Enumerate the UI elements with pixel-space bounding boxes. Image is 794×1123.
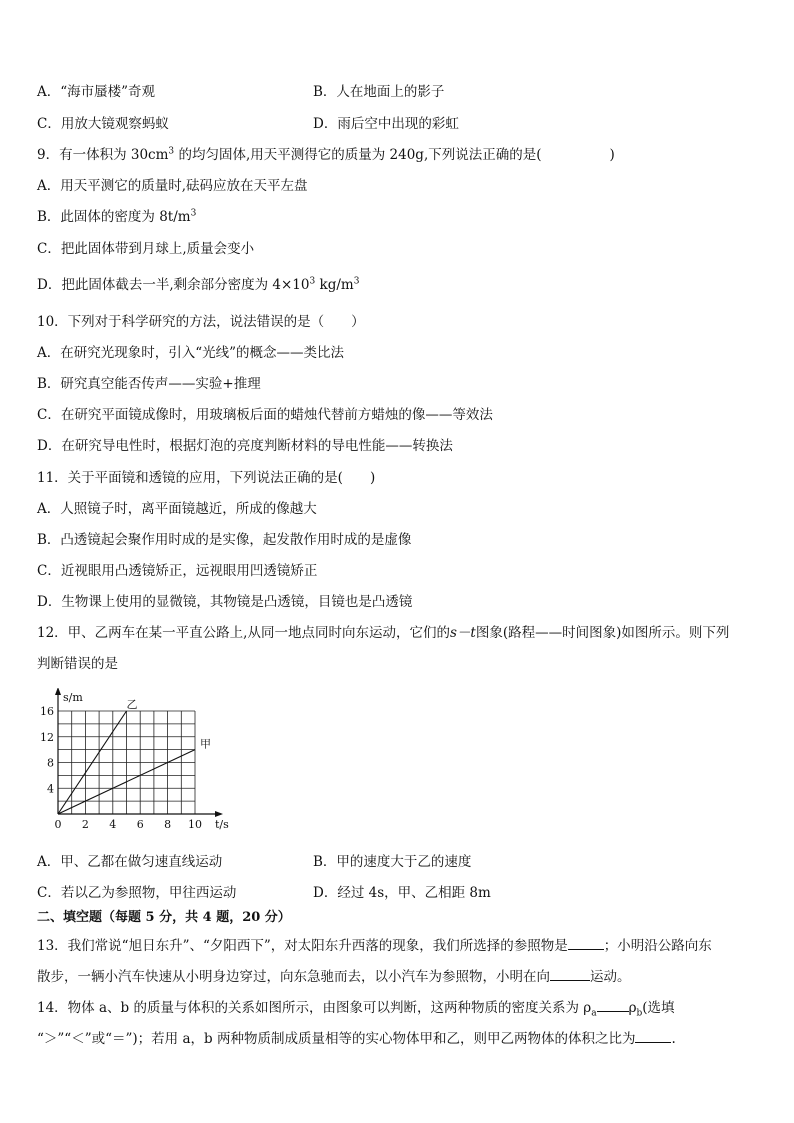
q12-option-c: C．若以乙为参照物，甲往西运动 xyxy=(37,885,237,901)
x-tick-label: 10 xyxy=(188,818,202,831)
series-label-1: 甲 xyxy=(200,737,211,751)
x-tick-label: 2 xyxy=(81,818,89,831)
graph-lines xyxy=(58,698,211,814)
x-tick-label: 8 xyxy=(164,818,172,831)
y-tick-label: 8 xyxy=(47,756,54,770)
q9-stem: 9．有一体积为 $30cm^3$ 的均匀固体,用天平测得它的质量为 240g,下列说法正确的是( ) xyxy=(37,146,615,163)
series-label-0: 乙 xyxy=(126,698,138,711)
q11-option-a: A．人照镜子时，离平面镜越近，所成的像越大 xyxy=(37,501,317,517)
x-axis-label: t/s xyxy=(215,818,229,831)
q10-stem: 10．下列对于科学研究的方法，说法错误的是（ ） xyxy=(37,314,365,330)
y-tick-label: 12 xyxy=(40,730,54,744)
graph-axes xyxy=(55,688,223,817)
q12-option-b: B．甲的速度大于乙的速度 xyxy=(313,854,472,870)
q9-option-b: B．此固体的密度为 $8t/m^3$ xyxy=(37,208,197,225)
y-axis-label: s/m xyxy=(63,691,83,704)
q13-line2: 散步，一辆小汽车快速从小明身边穿过，向东急驰而去，以小汽车为参照物，小明在向 运动。 xyxy=(37,969,631,985)
q9-option-a: A．用天平测它的质量时,砝码应放在天平左盘 xyxy=(37,178,308,194)
q10-option-d: D．在研究导电性时，根据灯泡的亮度判断材料的导电性能——转换法 xyxy=(37,438,453,454)
x-tick-label: 0 xyxy=(54,818,62,831)
st-graph xyxy=(30,688,260,833)
q12-stem: 12．甲、乙两车在某一平直公路上,从同一地点同时向东运动，它们的s－t图象(路程——时间图象)如图所示。则下列 xyxy=(37,625,730,641)
q14-blank-2[interactable] xyxy=(635,1030,671,1043)
q13-line1: 13．我们常说“旭日东升”、“夕阳西下”，对太阳东升西落的现象，我们所选择的参照物是 ；小明沿公路向东 xyxy=(37,938,712,954)
q12-option-a: A．甲、乙都在做匀速直线运动 xyxy=(37,854,223,870)
q10-option-a: A．在研究光现象时，引入“光线”的概念——类比法 xyxy=(37,345,345,361)
q8-option-b: B．人在地面上的影子 xyxy=(313,84,445,100)
q9-option-c: C．把此固体带到月球上,质量会变小 xyxy=(37,241,255,257)
q12-option-d: D．经过 4s，甲、乙相距 8m xyxy=(313,885,491,901)
y-axis-arrow xyxy=(55,688,61,695)
q10-option-b: B．研究真空能否传声——实验+推理 xyxy=(37,376,261,392)
q11-option-d: D．生物课上使用的显微镜，其物镜是凸透镜，目镜也是凸透镜 xyxy=(37,594,413,610)
q9-option-d: D．把此固体截去一半,剩余部分密度为 $4\times 10^3$ $kg/m^3$ xyxy=(37,276,360,293)
q12-stem-line2: 判断错误的是 xyxy=(37,656,118,672)
graph-grid xyxy=(58,711,195,814)
q11-option-c: C．近视眼用凸透镜矫正，远视眼用凹透镜矫正 xyxy=(37,563,318,579)
q10-option-c: C．在研究平面镜成像时，用玻璃板后面的蜡烛代替前方蜡烛的像——等效法 xyxy=(37,407,493,423)
q14-line1: 14．物体 a、b 的质量与体积的关系如图所示，由图象可以判断，这两种物质的密度关系为 $\rho_a$ $\rho_b$(选填 xyxy=(37,1000,675,1019)
x-tick-label: 4 xyxy=(109,818,117,831)
q13-blank-2[interactable] xyxy=(550,968,590,981)
q13-blank-1[interactable] xyxy=(568,937,604,950)
q11-stem: 11．关于平面镜和透镜的应用，下列说法正确的是( ) xyxy=(37,470,376,486)
q8-option-a: A．“海市蜃楼”奇观 xyxy=(37,84,156,100)
q8-option-c: C．用放大镜观察蚂蚁 xyxy=(37,116,169,132)
y-tick-label: 4 xyxy=(47,782,54,796)
x-axis-arrow xyxy=(215,811,223,817)
q8-option-d: D．雨后空中出现的彩虹 xyxy=(313,116,459,132)
section-title: 二、填空题（每题 5 分，共 4 题，20 分） xyxy=(37,910,291,925)
y-tick-label: 16 xyxy=(40,705,54,718)
q14-blank-1[interactable] xyxy=(597,999,629,1012)
x-tick-label: 6 xyxy=(136,818,144,831)
q11-option-b: B．凸透镜起会聚作用时成的是实像，起发散作用时成的是虚像 xyxy=(37,532,412,548)
q14-line2: “＞”“＜”或“＝”)；若用 a，b 两种物质制成质量相等的实心物体甲和乙，则甲乙两物体的体积之比为 . xyxy=(37,1031,676,1047)
